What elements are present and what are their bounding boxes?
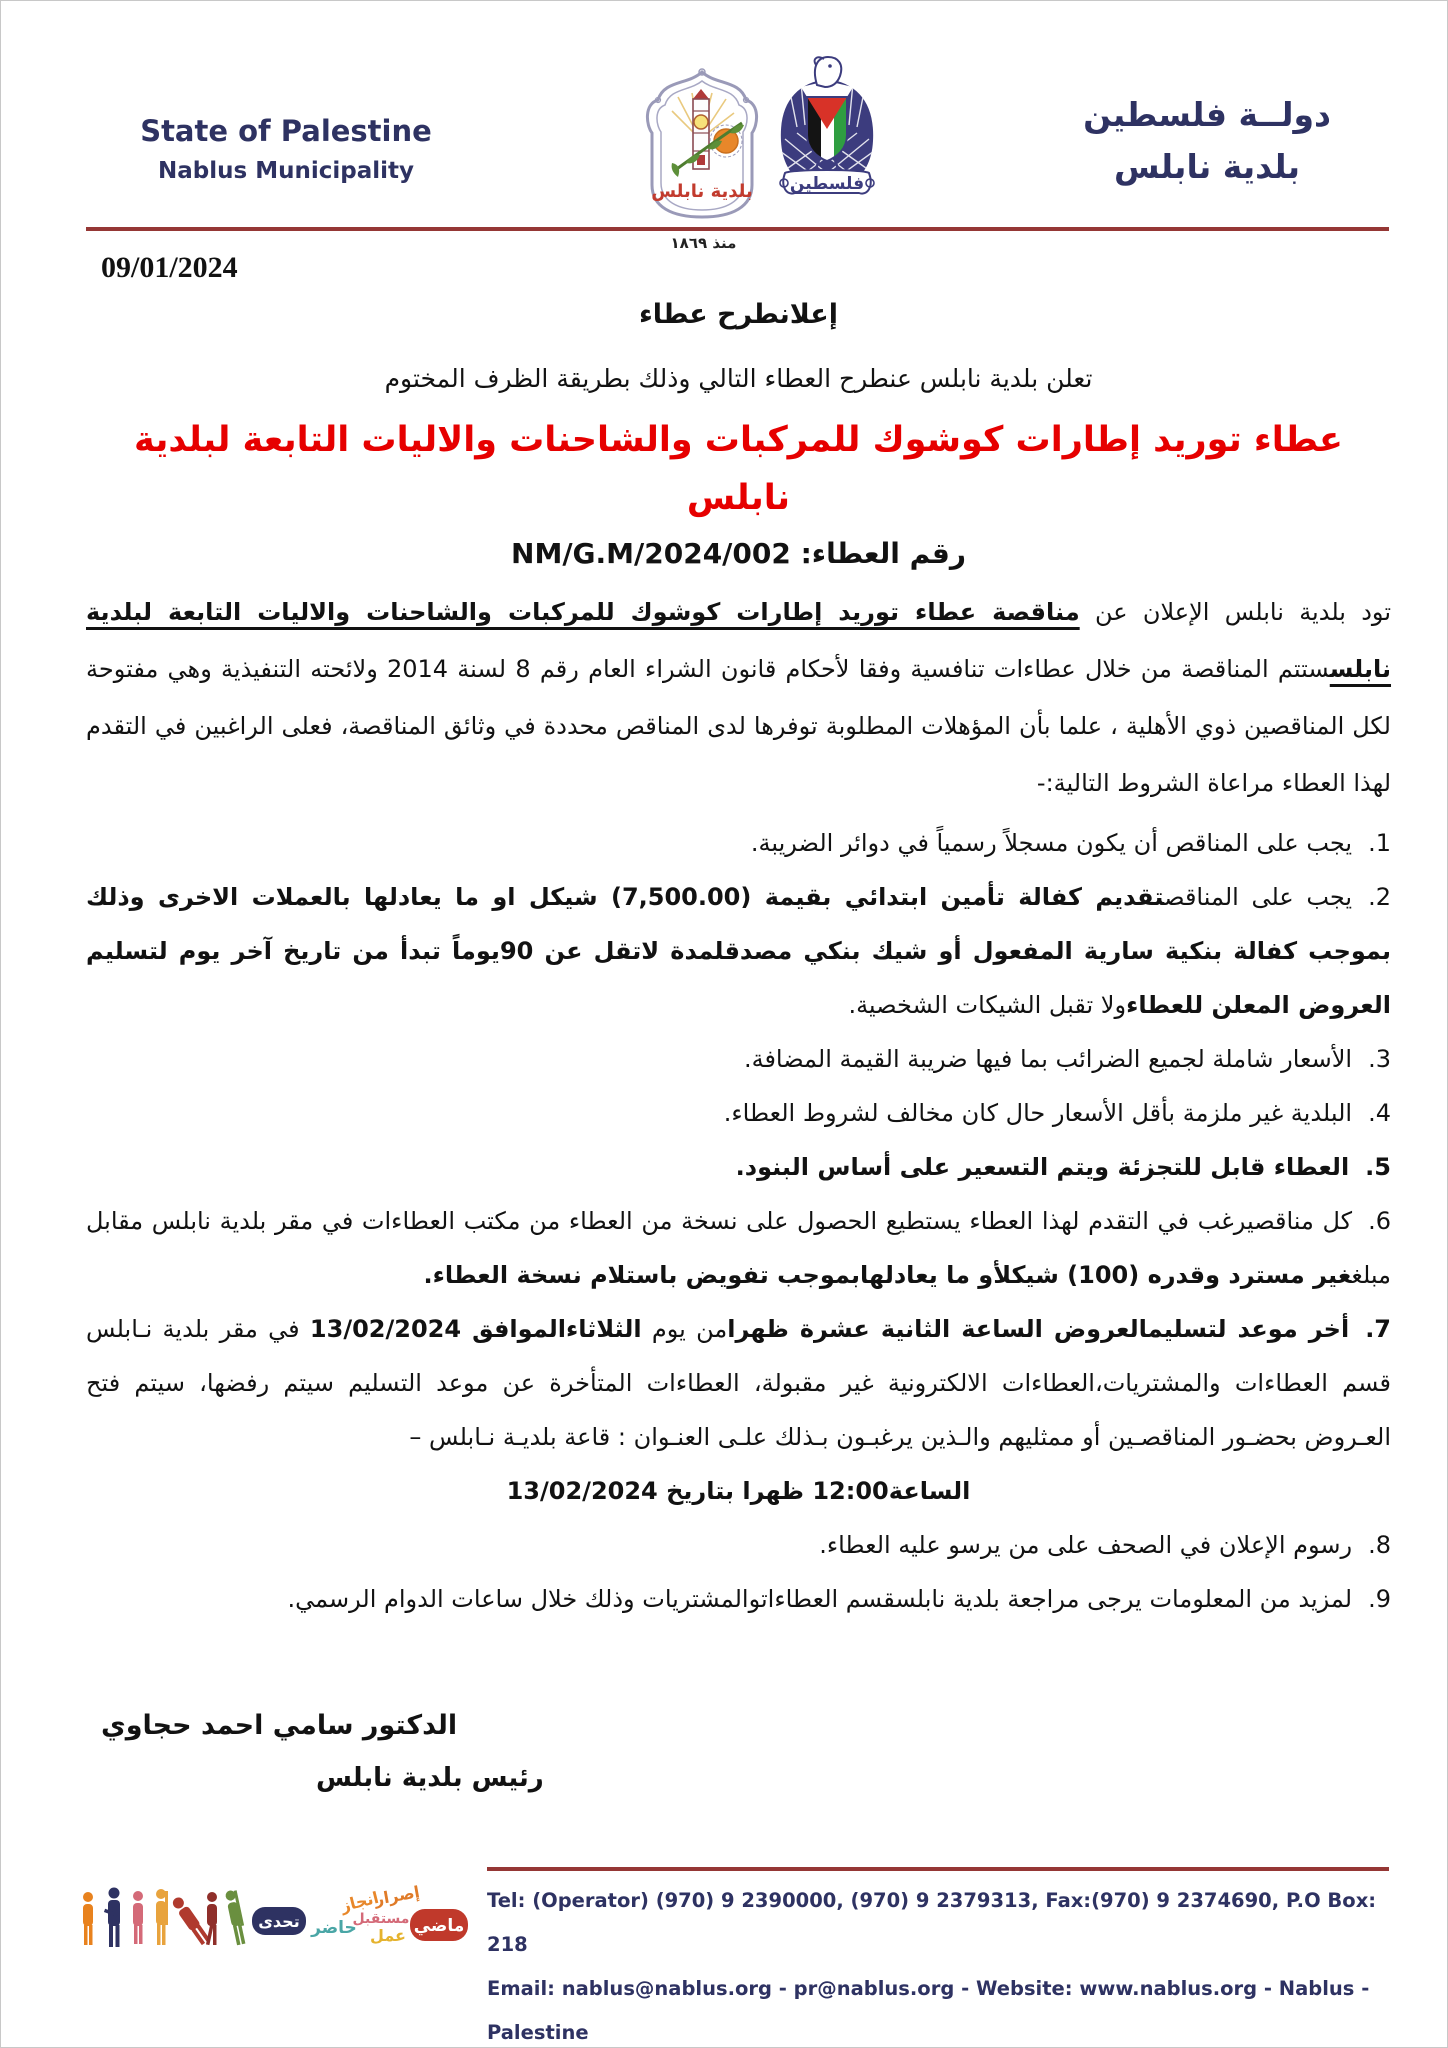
- intro-paragraph: [86, 584, 1391, 812]
- signature-title: رئيس بلدية نابلس: [316, 1763, 544, 1793]
- condition-item-9: [86, 1572, 1391, 1626]
- document-body: [86, 239, 1391, 1793]
- slogan-word-future: مستقبل: [352, 1911, 410, 1927]
- text-segment: يجب على المناقص أن يكون مسجلاً رسمياً في دوائر الضريبة.: [750, 829, 1353, 857]
- since-1869-label: منذ ١٨٦٩: [670, 234, 737, 252]
- text-segment: الساعة12:00 ظهرا بتاريخ 13/02/2024: [506, 1477, 971, 1505]
- conditions-list: [86, 816, 1391, 1626]
- nablus-municipality-logo-icon: [638, 67, 766, 222]
- announcement-title: إعلانطرح عطاء: [639, 299, 838, 330]
- text-segment: تود بلدية نابلس الإعلان عن: [1079, 598, 1391, 626]
- condition-item-6: [86, 1194, 1391, 1302]
- municipality-slogan-logo-icon: [76, 1881, 471, 1961]
- item-number: 4.: [1368, 1099, 1391, 1127]
- item-text: [288, 1585, 1353, 1613]
- text-segment: الأسعار شاملة لجميع الضرائب بما فيها ضريبة القيمة المضافة.: [743, 1045, 1353, 1073]
- tender-number-label: رقم العطاء:: [800, 537, 966, 570]
- slogan-word-challenge: تحدى: [258, 1912, 300, 1931]
- header-arabic-title: [1057, 89, 1357, 193]
- item-text: [86, 1207, 1391, 1289]
- condition-item-3: [86, 1032, 1391, 1086]
- text-segment: من يوم: [641, 1315, 728, 1343]
- condition-item-4: [86, 1086, 1391, 1140]
- state-of-palestine-label: State of Palestine: [140, 114, 432, 148]
- slogan-word-work: عمل: [370, 1926, 406, 1945]
- item-text: [751, 829, 1352, 857]
- item-number: 7.: [1365, 1315, 1392, 1343]
- slogan-word-past: ماضي: [413, 1916, 465, 1936]
- tender-title-line2: نابلس: [686, 478, 791, 518]
- item-text: [744, 1045, 1352, 1073]
- palestine-flag-shield-icon: [807, 97, 847, 161]
- item-number: 8.: [1368, 1531, 1391, 1559]
- municipal-logo-caption: بلدية نابلس: [651, 181, 753, 202]
- text-segment: أخر موعد لتسليمالعروض الساعة الثانية عشرة ظهرا: [727, 1315, 1350, 1343]
- text-segment: غير مسترد وقدره (100) شيكلأو ما يعادلهابموجب تفويض باستلام نسخة العطاء.: [423, 1261, 1352, 1289]
- document-date: 09/01/2024: [101, 251, 238, 284]
- text-segment: لمزيد من المعلومات يرجى مراجعة بلدية نابلسقسم العطاءاتوالمشتريات وذلك خلال ساعات الدوام الرسمي.: [287, 1585, 1353, 1613]
- item-number: 9.: [1368, 1585, 1391, 1613]
- item-text: [736, 1153, 1350, 1181]
- text-segment: رسوم الإعلان في الصحف على من يرسو عليه العطاء.: [819, 1531, 1353, 1559]
- announcement-subtitle: تعلن بلدية نابلس عنطرح العطاء التالي وذلك بطريقة الظرف المختوم: [384, 364, 1093, 393]
- people-figures-icon: [83, 1888, 248, 1948]
- footer-contact-line-2: Email: nablus@nablus.org - pr@nablus.org - Website: www.nablus.org - Nablus - Palestine: [487, 1977, 1370, 2044]
- condition-item-8: [86, 1518, 1391, 1572]
- text-segment: كل مناقصيرغب في التقدم لهذا العطاء يستطيع الحصول على نسخة من العطاء من مكتب العطاءات في مقر بلدية نابلس مقابل مبلغ: [86, 1207, 1391, 1289]
- text-segment: ولا تقبل الشيكات الشخصية.: [848, 991, 1127, 1019]
- footer-contact-line-1: Tel: (Operator) (970) 9 2390000, (970) 9 2379313, Fax:(970) 9 2374690, P.O Box: 218: [487, 1889, 1377, 1956]
- tender-title-line1: عطاء توريد إطارات كوشوك للمركبات والشاحنات والاليات التابعة لبلدية: [134, 420, 1343, 460]
- item-text: [724, 1099, 1352, 1127]
- item-number: 5.: [1365, 1153, 1391, 1181]
- signature-name: الدكتور سامي احمد حجاوي: [101, 1710, 458, 1741]
- text-segment: مناقصة عطاء توريد إطارات كوشوك للمركبات والشاحنات والاليات التابعة لبلدية نابلس: [86, 598, 1392, 683]
- item-number: 2.: [1368, 883, 1391, 911]
- palestine-coat-of-arms-icon: [767, 53, 887, 215]
- footer-contact: [487, 1867, 1389, 2048]
- item-number: 6.: [1368, 1207, 1391, 1235]
- item-number: 1.: [1368, 829, 1391, 857]
- condition-item-1: [86, 816, 1391, 870]
- tender-title: [86, 411, 1391, 527]
- text-segment: يجب على المناقص: [1164, 883, 1353, 911]
- slogan-word-present: حاضر: [311, 1918, 357, 1938]
- text-segment: الثلاثاءالموافق 13/02/2024: [309, 1315, 642, 1343]
- text-segment: ستتم المناقصة من خلال عطاءات تنافسية وفقا لأحكام قانون الشراء العام رقم 8 لسنة 2014 ولائحته التنفيذية وهي مفتوحة لكل المناقصين ذوي الأهلية ، علما بأن المؤهلات المطلوبة توفرها لدى المناقص محددة في وثائق المناقصة، فعلى الراغبين في التقدم لهذا العطاء مراعاة الشروط التالية:-: [86, 655, 1391, 797]
- text-segment: في مقر بلدية نـابلس قسم العطاءات والمشتريات،العطاءات الالكترونية غير مقبولة، العطاءات المتأخرة عن موعد التسليم سيتم رفضها، سيتم فتح العـروض بحضـور المناقصـين أو ممثليهم والـذين يرغبـون بـذلك علـى العنـوان : قاعة بلديـة نـابلس –: [86, 1315, 1391, 1451]
- condition-item-2: [86, 870, 1391, 1032]
- tender-number: [86, 537, 1391, 570]
- item-text: [86, 1315, 1391, 1518]
- header-rule: [86, 227, 1389, 231]
- item-text: [819, 1531, 1352, 1559]
- nablus-municipality-label: Nablus Municipality: [158, 158, 414, 185]
- footer: [76, 1867, 1389, 2048]
- slogan-word-achievement: انجاز: [338, 1887, 381, 1916]
- text-segment: العطاء قابل للتجزئة ويتم التسعير على أساس البنود.: [735, 1153, 1350, 1181]
- text-segment: البلدية غير ملزمة بأقل الأسعار حال كان مخالف لشروط العطاء.: [723, 1099, 1353, 1127]
- item-text: [86, 883, 1391, 1019]
- condition-item-7: [86, 1302, 1391, 1518]
- slogan-words: [252, 1882, 468, 1945]
- tender-number-value: NM/G.M/2024/002: [511, 537, 791, 570]
- slogan-word-determination: إصرار: [372, 1882, 422, 1909]
- header-english-title: [121, 113, 451, 186]
- item-number: 3.: [1368, 1045, 1391, 1073]
- condition-item-5: [86, 1140, 1391, 1194]
- eagle-banner-text: فلسطين: [789, 174, 865, 194]
- state-of-palestine-arabic-label: دولــة فلسطين: [1083, 95, 1331, 134]
- text-segment: تقديم كفالة تأمين ابتدائي بقيمة (7,500.00) شيكل او ما يعادلها بالعملات الاخرى وذلك بموجب كفالة بنكية سارية المفعول أو شيك بنكي مصدقلمدة لاتقل عن 90يوماً تبدأ من تاريخ آخر يوم لتسليم العروض المعلن للعطاء: [86, 883, 1392, 1019]
- nablus-municipality-arabic-label: بلدية نابلس: [1113, 147, 1301, 186]
